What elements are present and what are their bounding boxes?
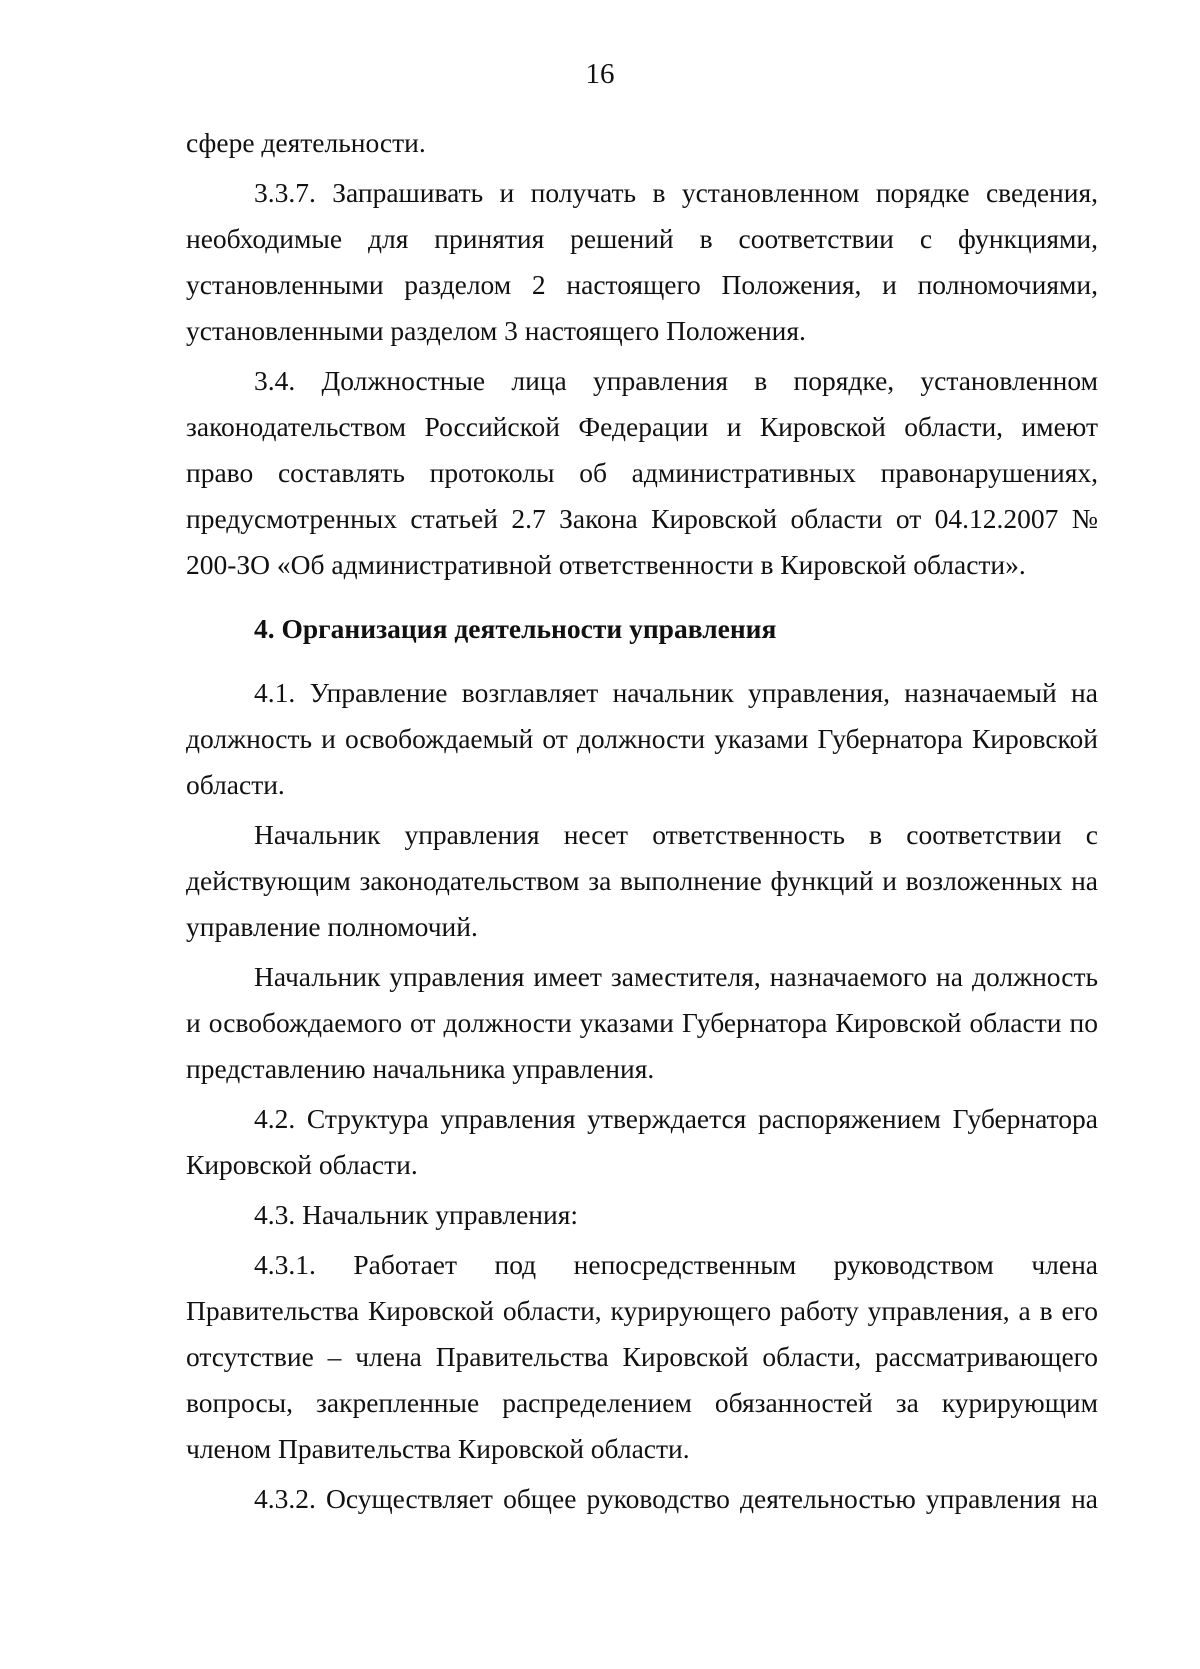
page-number: 16 (585, 58, 615, 90)
document-body (186, 120, 1098, 1522)
paragraph-head-responsibility: Начальник управления несет ответственность в соответствии с действующим законодательством за выполнение функций и возложенных на управление полномочий. (186, 819, 1098, 942)
paragraph-deputy: Начальник управления имеет заместителя, назначаемого на должность и освобождаемого от должности указами Губернатора Кировской области по представлению начальника управления. (186, 961, 1098, 1084)
paragraph-4-1: 4.1. Управление возглавляет начальник управления, назначаемый на должность и освобождаемый от должности указами Губернатора Кировской области. (186, 677, 1098, 800)
paragraph-3-4: 3.4. Должностные лица управления в порядке, установленном законодательством Российской Федерации и Кировской области, имеют право составлять протоколы об административных правонарушениях, предусмотренных статьей 2.7 Закона Кировской области от 04.12.2007 № 200-ЗО «Об административной ответственности в Кировской области». (186, 365, 1098, 580)
paragraph-4-3-2: 4.3.2. Осуществляет общее руководство деятельностью управления на (254, 1483, 1098, 1514)
paragraph-4-3-1: 4.3.1. Работает под непосредственным руководством члена Правительства Кировской области, курирующего работу управления, а в его отсутствие – члена Правительства Кировской области, рассматривающего вопросы, закрепленные распределением обязанностей за курирующим членом Правительства Кировской области. (186, 1249, 1098, 1464)
paragraph-3-3-7: 3.3.7. Запрашивать и получать в установленном порядке сведения, необходимые для принятия решений в соответствии с функциями, установленными разделом 2 настоящего Положения, и полномочиями, установленными разделом 3 настоящего Положения. (186, 177, 1098, 346)
paragraph-4-3: 4.3. Начальник управления: (254, 1199, 578, 1230)
section-heading-4: 4. Организация деятельности управления (254, 613, 777, 644)
paragraph-4-2: 4.2. Структура управления утверждается распоряжением Губернатора Кировской области. (186, 1103, 1098, 1180)
paragraph-continuation: сфере деятельности. (186, 127, 426, 158)
